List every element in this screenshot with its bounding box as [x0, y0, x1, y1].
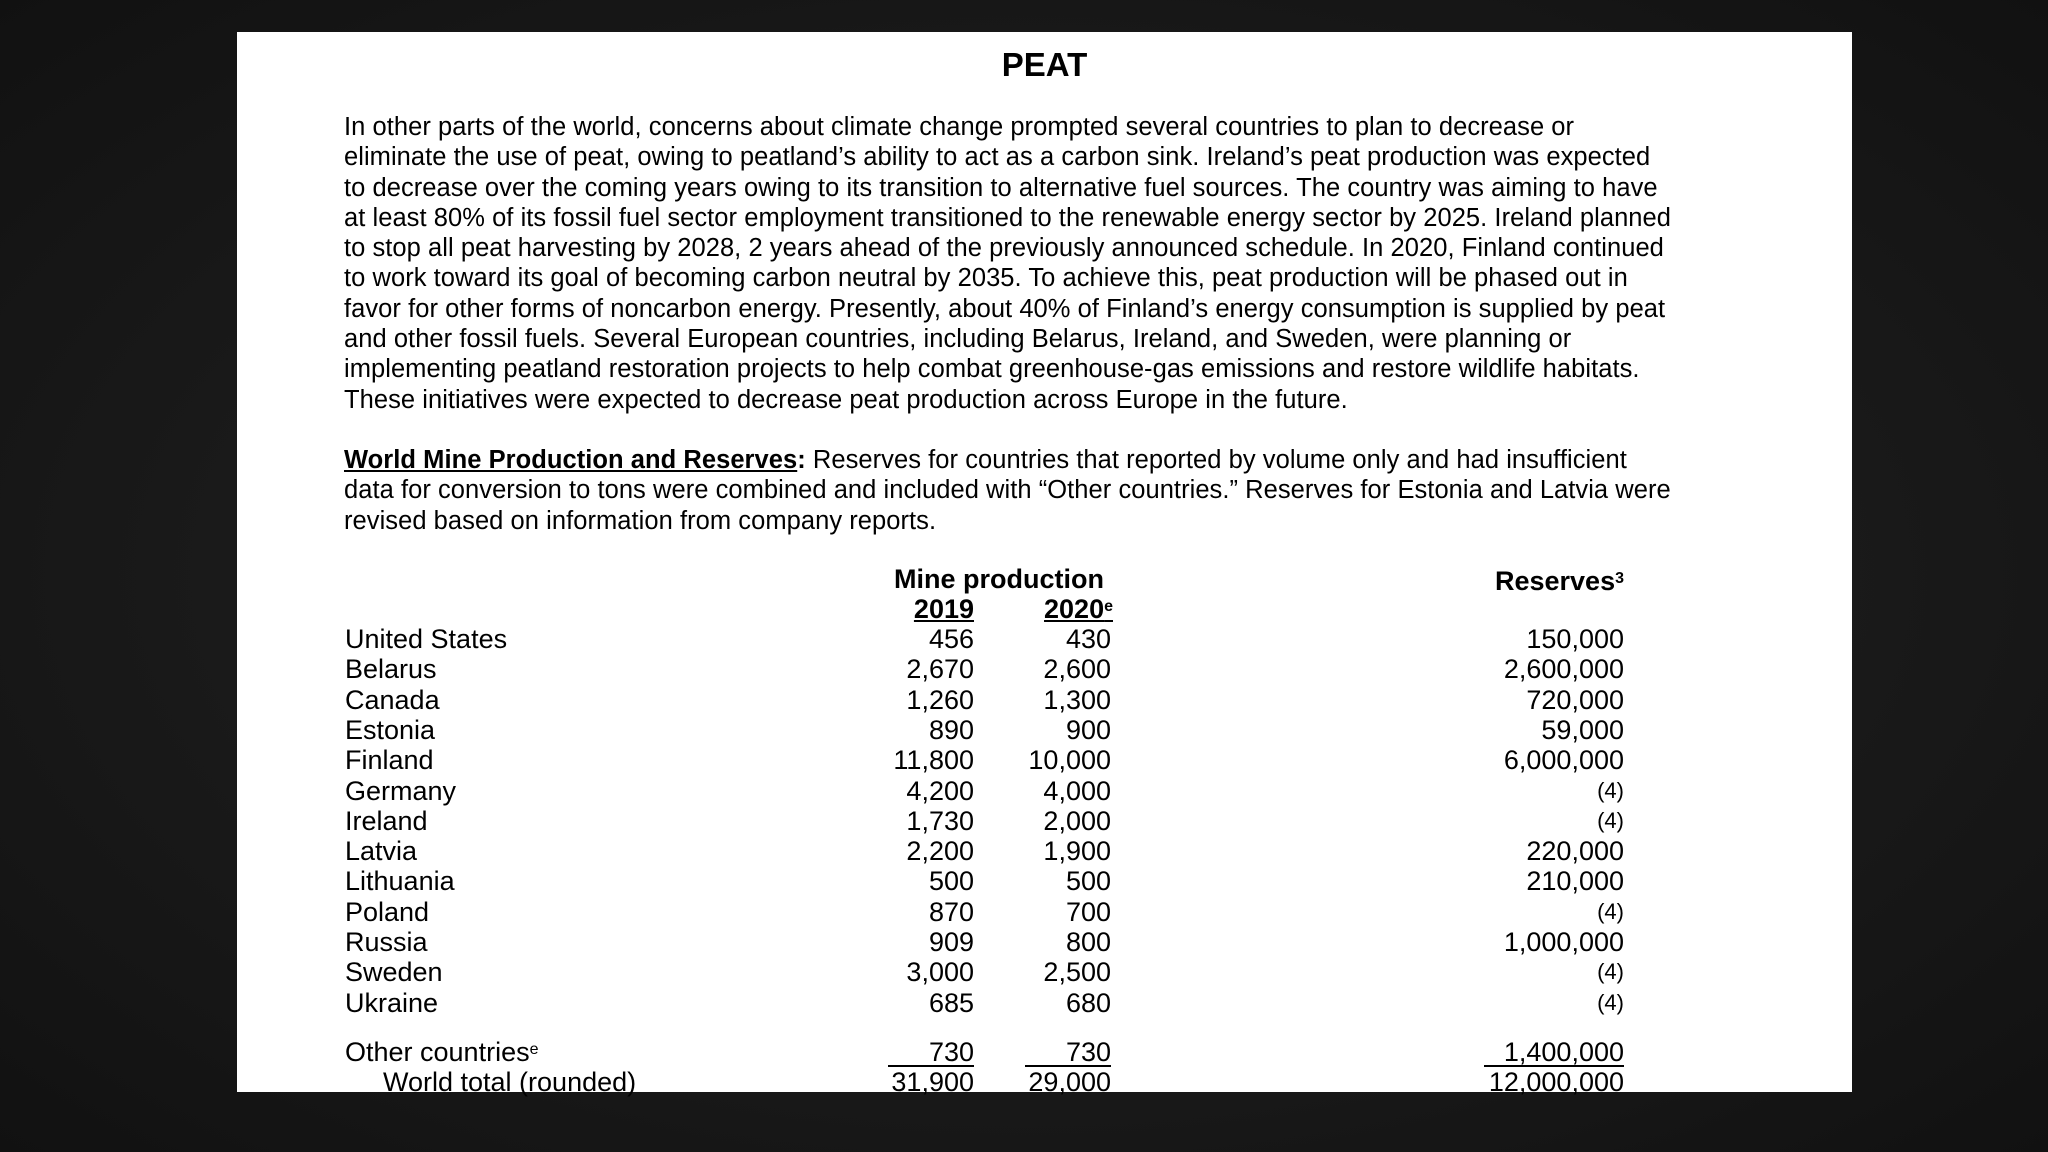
table-row-other: [237, 1037, 1852, 1067]
value-2020: 900: [1065, 714, 1111, 745]
paragraph-line: to stop all peat harvesting by 2028, 2 years ahead of the previously announced schedule. In 2020, Finland continued: [344, 234, 1664, 263]
section-heading: World Mine Production and Reserves: [344, 446, 798, 474]
country-name: Poland: [345, 896, 430, 927]
country-name: Finland: [345, 745, 434, 776]
country-name: Belarus: [345, 654, 437, 685]
country-name: Sweden: [345, 957, 443, 988]
table-row: [237, 836, 1852, 866]
value-2020: 800: [1065, 927, 1111, 957]
page-title: PEAT: [1001, 46, 1088, 83]
paragraph-line: These initiatives were expected to decrease peat production across Europe in the future.: [344, 385, 1348, 414]
country-name: United States: [345, 624, 508, 654]
country-name: Germany: [345, 775, 457, 806]
year-2019-header: 2019: [913, 594, 974, 624]
heading-colon: :: [797, 446, 806, 474]
value-reserves: 150,000: [1526, 624, 1624, 654]
table-row: [237, 927, 1852, 957]
table-row: [237, 806, 1852, 836]
paragraph-line: at least 80% of its fossil fuel sector employment transitioned to the renewable energy sector by 2025. Ireland planned: [344, 203, 1671, 232]
value-2020: 4,000: [1043, 775, 1111, 806]
value-reserves: (4): [1597, 777, 1624, 803]
value-2020: 10,000: [1028, 745, 1111, 776]
paragraph-line: implementing peatland restoration projects to help combat greenhouse-gas emissions and restore wildlife habitats.: [344, 355, 1640, 384]
year-2020-label: 2020: [1044, 594, 1105, 624]
value-reserves: 6,000,000: [1503, 745, 1624, 776]
paragraph-line: eliminate the use of peat, owing to peatland’s ability to act as a carbon sink. Ireland’s peat production was expected: [344, 143, 1651, 172]
country-name: World total (rounded): [383, 1067, 637, 1097]
footnote-marker: e: [529, 1041, 539, 1058]
table-row: [237, 685, 1852, 715]
value-2020: 680: [1065, 987, 1111, 1018]
value-2019: 890: [928, 714, 974, 745]
table-row: [237, 988, 1852, 1018]
year-2020-header: [1044, 594, 1113, 624]
value-2019: 31,900: [891, 1067, 974, 1097]
country-name: [345, 1037, 539, 1067]
value-2019: 3,000: [906, 957, 974, 988]
table-row: [237, 776, 1852, 806]
value-2019: 456: [928, 624, 974, 654]
value-2020: 2,000: [1043, 805, 1111, 836]
table-row: [237, 866, 1852, 896]
value-reserves: 220,000: [1526, 836, 1624, 867]
paragraph-line: revised based on information from company reports.: [344, 506, 937, 535]
value-2019: 2,200: [906, 836, 974, 867]
value-2020: 2,500: [1043, 957, 1111, 988]
paragraph-line: In other parts of the world, concerns about climate change prompted several countries to plan to decrease or: [344, 113, 1575, 141]
value-2020: 1,900: [1043, 836, 1111, 867]
value-2020: 29,000: [1028, 1067, 1111, 1097]
paragraph-text: Reserves for countries that reported by volume only and had insufficient: [805, 446, 1627, 474]
table-row: [237, 745, 1852, 775]
value-reserves: 1,000,000: [1503, 927, 1624, 957]
table-row: [237, 654, 1852, 684]
table-row: [237, 957, 1852, 987]
value-2019: 730: [928, 1037, 974, 1067]
paragraph-line: data for conversion to tons were combined and included with “Other countries.” Reserves for Estonia and Latvia were: [344, 476, 1671, 505]
value-reserves: 12,000,000: [1488, 1067, 1624, 1097]
document-page: [237, 32, 1852, 1097]
country-name: Ukraine: [345, 987, 439, 1018]
country-name: Ireland: [345, 805, 428, 836]
value-2019: 11,800: [893, 745, 974, 776]
table-row: [237, 897, 1852, 927]
value-reserves: 59,000: [1541, 714, 1624, 745]
country-label: Other countries: [345, 1037, 530, 1067]
country-name: Russia: [345, 927, 428, 957]
country-name: Canada: [345, 684, 440, 715]
country-name: Estonia: [345, 714, 436, 745]
reserves-header: [1495, 566, 1624, 596]
footnote-marker: e: [1104, 598, 1113, 615]
value-2020: 500: [1065, 866, 1111, 897]
value-reserves: 210,000: [1526, 866, 1624, 897]
value-2020: 2,600: [1043, 654, 1111, 685]
value-reserves: (4): [1597, 898, 1624, 924]
mine-production-header: Mine production: [894, 564, 1104, 594]
table-row-total: [237, 1067, 1852, 1097]
value-reserves: (4): [1597, 989, 1624, 1015]
value-2020: 430: [1065, 624, 1111, 654]
country-name: Lithuania: [345, 866, 455, 897]
paragraph-line: to decrease over the coming years owing to its transition to alternative fuel sources. The country was aiming to have: [344, 173, 1658, 202]
production-table: [237, 32, 1852, 1097]
value-reserves: 2,600,000: [1503, 654, 1624, 685]
table-row: [237, 624, 1852, 654]
value-2020: 730: [1065, 1037, 1111, 1067]
value-2020: 700: [1065, 896, 1111, 927]
value-2019: 2,670: [906, 654, 974, 685]
value-2019: 500: [928, 866, 974, 897]
value-2019: 1,260: [906, 684, 974, 715]
value-2019: 685: [928, 987, 974, 1018]
value-2020: 1,300: [1043, 684, 1111, 715]
value-reserves: 1,400,000: [1503, 1037, 1624, 1067]
country-name: Latvia: [345, 836, 418, 867]
value-2019: 909: [928, 927, 974, 957]
value-reserves: (4): [1597, 807, 1624, 833]
paragraph-line: to work toward its goal of becoming carbon neutral by 2035. To achieve this, peat production will be phased out in: [344, 264, 1628, 293]
table-row: [237, 715, 1852, 745]
footnote-marker: 3: [1615, 570, 1624, 587]
value-2019: 870: [928, 896, 974, 927]
value-reserves: 720,000: [1526, 684, 1624, 715]
reserves-label: Reserves: [1494, 566, 1616, 596]
paragraph-line: and other fossil fuels. Several European countries, including Belarus, Ireland, and Sweden, were planning or: [344, 325, 1572, 354]
value-2019: 1,730: [906, 805, 974, 836]
value-reserves: (4): [1597, 959, 1624, 985]
paragraph-line: favor for other forms of noncarbon energy. Presently, about 40% of Finland’s energy consumption is supplied by peat: [344, 294, 1666, 323]
value-2019: 4,200: [906, 775, 974, 806]
